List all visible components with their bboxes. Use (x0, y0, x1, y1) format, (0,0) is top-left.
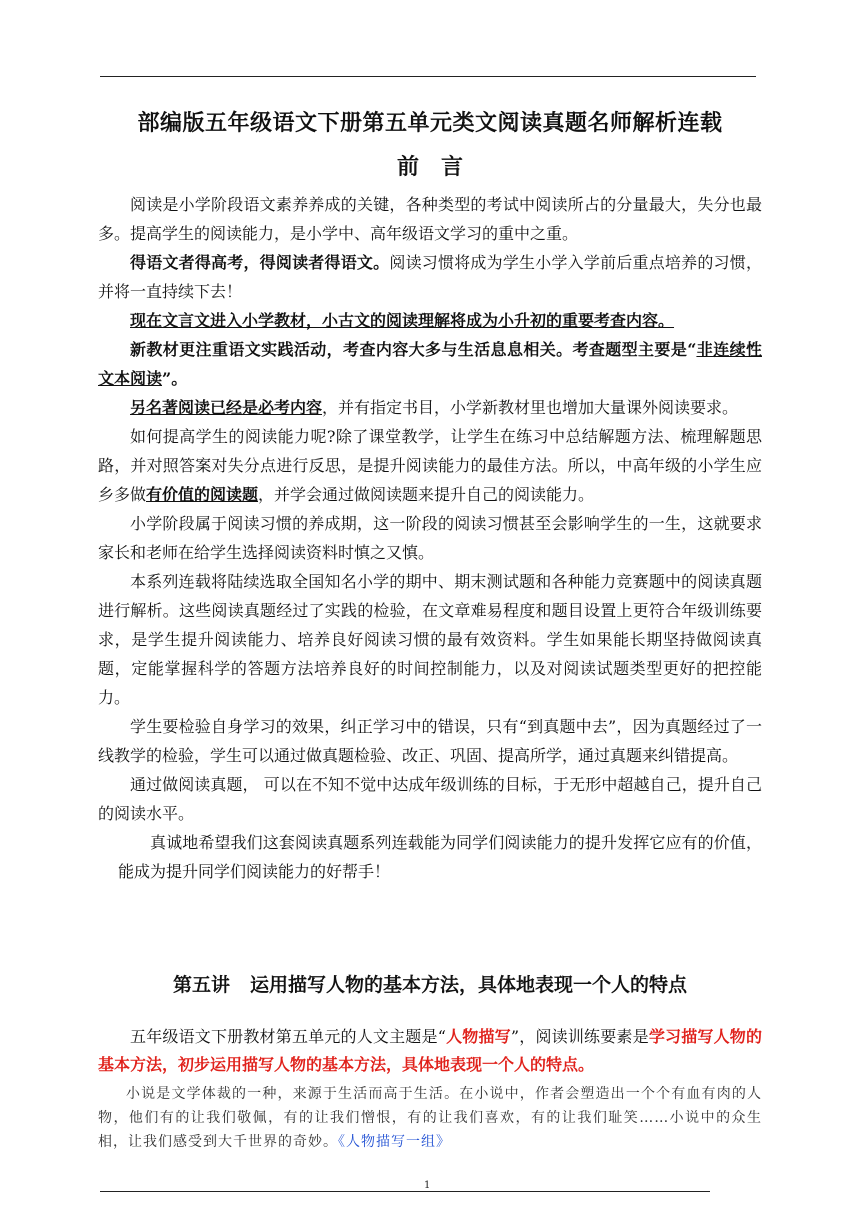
novel-intro-text: 小说是文学体裁的一种，来源于生活而高于生活。在小说中，作者会塑造出一个个有血有肉的人物，他们有的让我们敬佩，有的让我们憎恨，有的让我们喜欢，有的让我们耻笑……小说中的众生相，让我们感受到大千世界的奇妙。 (98, 1086, 762, 1150)
paragraph-6-a: 如何提高学生的阅读能力呢?除了课堂教学，让学生在练习中总结解题方法、梳理解题思路，并对照答案对失分点进行反思，是提升阅读能力的最佳方法。所以，中高年级的小学生应乡多做 (98, 427, 762, 504)
paragraph-1: 阅读是小学阶段语文素养养成的关键，各种类型的考试中阅读所占的分量最大，失分也最多。提高学生的阅读能力，是小学中、高年级语文学习的重中之重。 (98, 195, 762, 243)
paragraph-6-underlined: 有价值的阅读题 (146, 485, 259, 504)
preface-body (98, 190, 762, 886)
paragraph-4 (98, 335, 762, 393)
paragraph-11: 真诚地希望我们这套阅读真题系列连载能为同学们阅读能力的提升发挥它应有的价值，能成为提升同学们阅读能力的好帮手！ (118, 833, 762, 881)
paragraph-4-underlined: 非连续性文本阅读 (98, 340, 762, 388)
paragraph-3 (98, 306, 762, 335)
document-title: 部编版五年级语文下册第五单元类文阅读真题名师解析连载 (137, 110, 723, 136)
paragraph-6-b: ，并学会通过做阅读题来提升自己的阅读能力。 (258, 485, 595, 504)
footer-rule (100, 1191, 710, 1192)
text-link[interactable]: 《人物描写一组》 (338, 1134, 451, 1150)
paragraph-5-underlined: 另名著阅读已经是必考内容 (130, 398, 323, 417)
paragraph-5-text: ，并有指定书目，小学新教材里也增加大量课外阅读要求。 (322, 398, 739, 417)
paragraph-10: 通过做阅读真题， 可以在不知不觉中达成年级训练的目标，于无形中超越自己，提升自己的阅读水平。 (98, 775, 762, 823)
paragraph-3-text: 现在文言文进入小学教材，小古文的阅读理解将成为小升初的重要考查内容。 (130, 311, 675, 330)
intro-b: ”，阅读训练要素是 (510, 1027, 649, 1046)
paragraph-6 (98, 422, 762, 509)
intro-theme: 人物描写 (445, 1027, 511, 1046)
header-rule (100, 76, 756, 77)
paragraph-8: 本系列连载将陆续选取全国知名小学的期中、期末测试题和各种能力竞赛题中的阅读真题进行解析。这些阅读真题经过了实践的检验，在文章难易程度和题目设置上更符合年级训练要求，是学生提升阅读能力、培养良好阅读习惯的最有效资料。学生如果能长期坚持做阅读真题，定能掌握科学的答题方法培养良好的时间控制能力，以及对阅读试题类型更好的把控能力。 (98, 572, 762, 707)
lecture-number: 第五讲 (172, 974, 230, 996)
paragraph-7: 小学阶段属于阅读习惯的养成期，这一阶段的阅读习惯甚至会影响学生的一生，这就要求家长和老师在给学生选择阅读资料时慎之又慎。 (98, 514, 762, 562)
preface-heading: 前言 (396, 154, 485, 180)
page-number: 1 (424, 1180, 431, 1191)
paragraph-2-text: 阅读习惯将成为学生小学入学前后重点培养的习惯，并将一直持续下去！ (98, 253, 762, 301)
intro-a: 五年级语文下册教材第五单元的人文主题是“ (130, 1027, 446, 1046)
paragraph-5 (98, 393, 762, 422)
paragraph-2 (98, 248, 762, 306)
lecture-heading (0, 970, 860, 997)
unit-intro (98, 1023, 762, 1079)
intro-element: 学习描写人物的基本方法，初步运用描写人物的基本方法，具体地表现一个人的特点。 (98, 1027, 762, 1074)
paragraph-4-b: ”。 (162, 369, 188, 388)
paragraph-4-a: 新教材更注重语文实践活动，考查内容大多与生活息息相关。考查题型主要是“ (130, 340, 697, 359)
paragraph-9: 学生要检验自身学习的效果，纠正学习中的错误，只有“到真题中去”，因为真题经过了一线教学的检验，学生可以通过做真题检验、改正、巩固、提高所学，通过真题来纠错提高。 (98, 717, 762, 765)
paragraph-2-bold: 得语文者得高考，得阅读者得语文。 (130, 253, 390, 272)
lecture-topic: 运用描写人物的基本方法，具体地表现一个人的特点 (250, 974, 688, 996)
novel-intro (98, 1082, 762, 1154)
